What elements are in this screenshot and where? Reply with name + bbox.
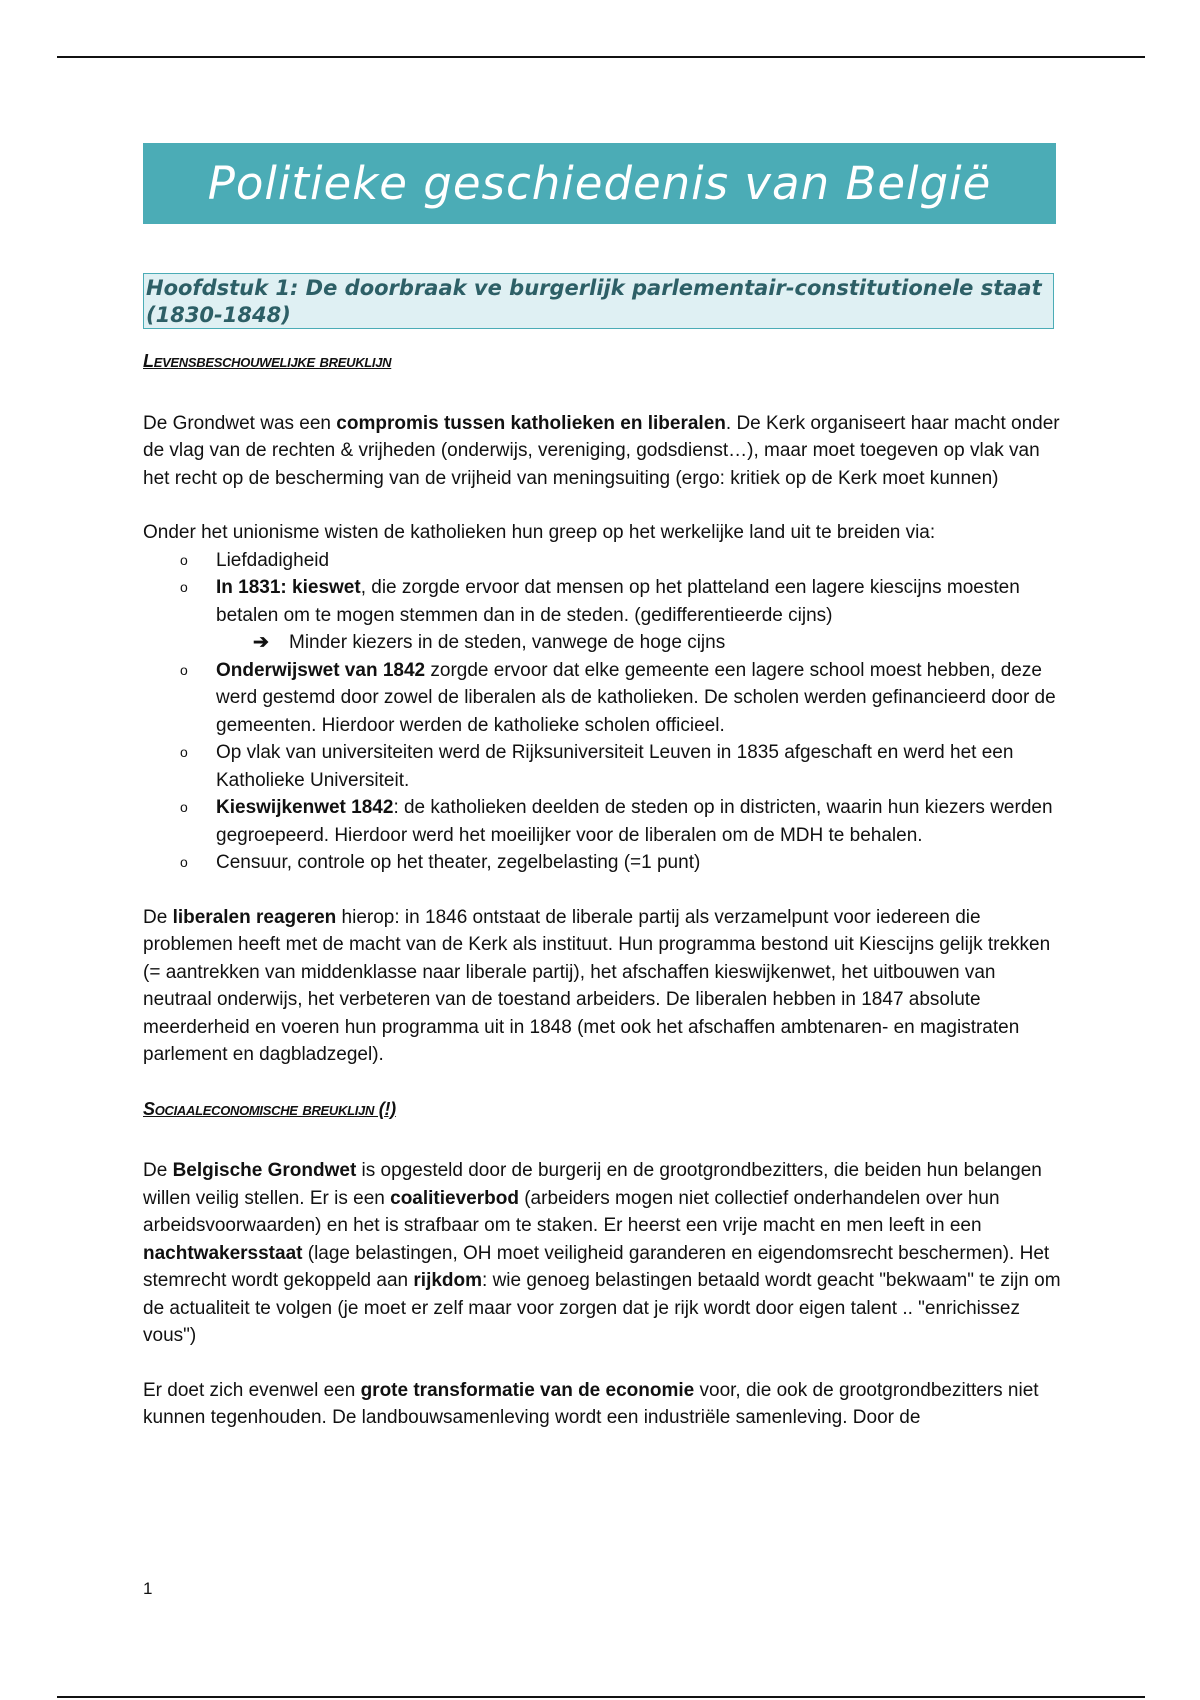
- paragraph: Onder het unionisme wisten de katholieken hun greep op het werkelijke land uit te breiden via:: [143, 522, 936, 543]
- document-body: [143, 348, 1063, 1432]
- list-item: o Op vlak van universiteiten werd de Rijksuniversiteit Leuven in 1835 afgeschaft en werd het een Katholieke Universiteit.: [143, 739, 1056, 794]
- list-item: o Liefdadigheid: [143, 547, 1056, 575]
- bullet-marker: o: [180, 799, 188, 815]
- chapter-heading: Hoofdstuk 1: De doorbraak ve burgerlijk parlementair-constitutionele staat (1830-1848): [146, 276, 1042, 327]
- paragraph: De Belgische Grondwet is opgesteld door de burgerij en de grootgrondbezitters, die beiden hun belangen willen veilig stellen. Er is een coalitieverbod (arbeiders mogen niet collectief onderhandelen over hun arbeidsvoorwaarden) en het is strafbaar om te staken. Er heerst een vrije macht en men leeft in een nachtwakersstaat (lage belastingen, OH moet veiligheid garanderen en eigendomsrecht beschermen). Het stemrecht wordt gekoppeld aan rijkdom: wie genoeg belastingen betaald wordt geacht "bekwaam" te zijn om de actualiteit te volgen (je moet er zelf maar voor zorgen dat je rijk wordt door eigen talent .. "enrichissez vous"): [143, 1160, 1061, 1346]
- bullet-list-continued: [143, 657, 1063, 877]
- paragraph: De Grondwet was een compromis tussen katholieken en liberalen. De Kerk organiseert haar macht onder de vlag van de rechten & vrijheden (onderwijs, vereniging, godsdienst…), maar moet toegeven op vlak van het recht op de bescherming van de vrijheid van meningsuiting (ergo: kritiek op de Kerk moet kunnen): [143, 412, 1060, 489]
- list-item: o In 1831: kieswet, die zorgde ervoor dat mensen op het platteland een lagere kiescijns moesten betalen om te mogen stemmen dan in de steden. (gedifferentieerde cijns): [143, 574, 1056, 629]
- arrow-icon: ➔: [253, 632, 269, 653]
- header-rule: [57, 56, 1145, 58]
- bullet-marker: o: [180, 661, 188, 678]
- paragraph: De liberalen reageren hierop: in 1846 ontstaat de liberale partij als verzamelpunt voor iedereen die problemen heeft met de macht van de Kerk als instituut. Hun programma bestond uit Kiescijns gelijk trekken (= aantrekken van middenklasse naar liberale partij), het afschaffen kieswijkenwet, het uitbouwen van neutraal onderwijs, het verbeteren van de toestand arbeiders. De liberalen hebben in 1847 absolute meerderheid en voeren hun programma uit in 1848 (met ook het afschaffen ambtenaren- en magistraten parlement en dagbladzegel).: [143, 906, 1051, 1065]
- arrow-note: ➔ Minder kiezers in de steden, vanwege de hoge cijns: [143, 629, 1063, 657]
- bullet-marker: o: [180, 551, 188, 568]
- list-item: o Censuur, controle op het theater, zegelbelasting (=1 punt): [143, 849, 1056, 877]
- document-title: Politieke geschiedenis van België: [207, 157, 992, 210]
- section-heading-sociaaleconomisch: Sociaaleconomische breuklijn (!): [143, 1098, 396, 1119]
- chapter-heading-box: [143, 273, 1054, 329]
- bullet-list: [143, 547, 1063, 630]
- bullet-marker: o: [180, 744, 188, 760]
- list-item: o Kieswijkenwet 1842: de katholieken deelden de steden op in districten, waarin hun kiezers werden gegroepeerd. Hierdoor werd het moeilijker voor de liberalen om de MDH te behalen.: [143, 794, 1056, 849]
- footer-rule: [57, 1696, 1145, 1698]
- title-banner: [143, 143, 1056, 224]
- paragraph: Er doet zich evenwel een grote transformatie van de economie voor, die ook de grootgrondbezitters niet kunnen tegenhouden. De landbouwsamenleving wordt een industriële samenleving. Door de: [143, 1379, 1039, 1428]
- list-item: o Onderwijswet van 1842 zorgde ervoor dat elke gemeente een lagere school moest hebben, deze werd gestemd door zowel de liberalen als de katholieken. De scholen werden gefinancieerd door de gemeenten. Hierdoor werden de katholieke scholen officieel.: [143, 657, 1056, 740]
- bullet-marker: o: [180, 579, 188, 595]
- bullet-marker: o: [180, 854, 188, 870]
- page-number: 1: [143, 1579, 153, 1598]
- section-heading-levensbeschouwelijk: Levensbeschouwelijke breuklijn: [143, 351, 392, 371]
